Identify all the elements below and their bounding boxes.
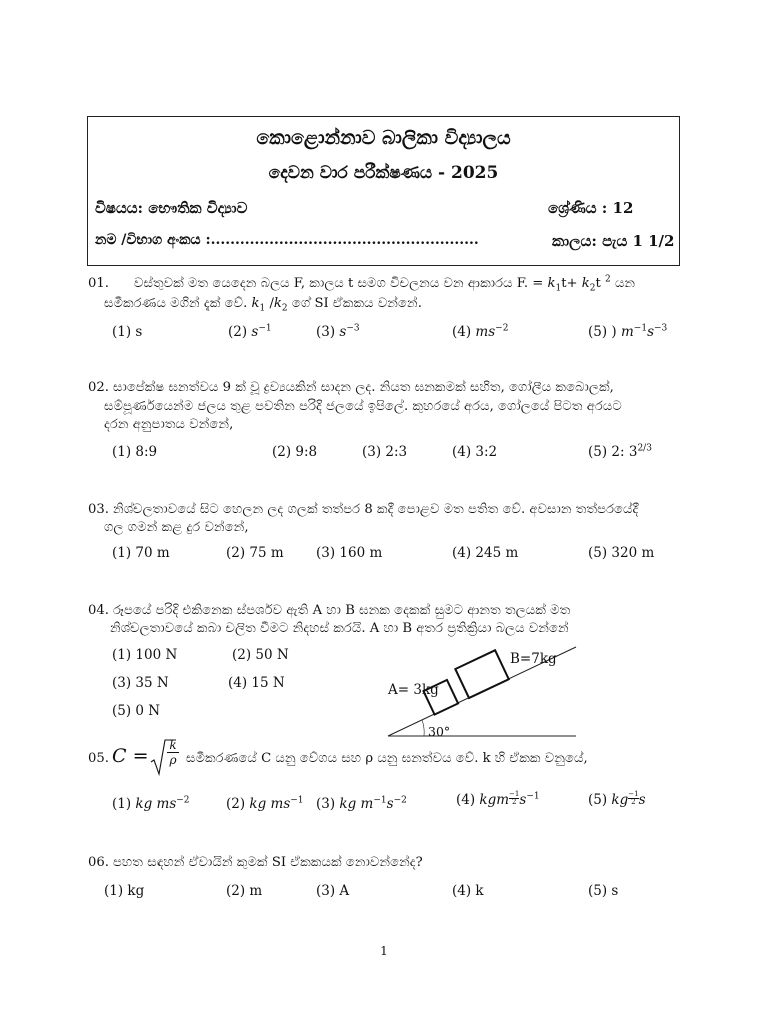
q5-option-4: (4) kgm $\frac{-1}{2}$ $s^{-1}$ (456, 790, 540, 808)
q4-line2: නිශ්චලතාවයේ කබා චලිත වීමට නිදහස් කරයි. A හා B අතර ප්‍රතික්‍රියා බලය වන්නේ (110, 621, 569, 636)
q1-line1: වස්තුවක් මත යෙදෙන බලය F, කාලය t සමග විචලනය වන ආකාරය F. = $k_1t+ k_2t$ $^2$ යන (134, 274, 636, 294)
q5-option-3: (3) kg $m^{-1}s^{-2}$ (316, 795, 407, 812)
q1-option-4: (4) $ms^{-2}$ (452, 323, 509, 340)
q5-equation: C = (112, 745, 149, 767)
school-name: කොළොන්නාව බාලිකා විද්‍යාලය (256, 127, 511, 149)
q3-option-3: (3) 160 m (316, 545, 383, 561)
q2-option-1: (1) 8:9 (112, 444, 158, 460)
q6-option-4: (4) k (452, 883, 484, 899)
label-block-a: A= 3kg (388, 682, 439, 698)
q4-option-2: (2) 50 N (232, 647, 289, 663)
label-angle: 30° (428, 724, 451, 739)
q4-line1: රූපයේ පරිදි එකිනෙක ස්පර්ශව ඇති A හා B ඝනක දෙකක් සුමට ආනත තලයක් මත (113, 603, 571, 618)
q2-option-3: (3) 2:3 (362, 444, 408, 460)
q1-line2: සමීකරණය මගින් දැක් වේ. $k_1$ $/k_2$ ගේ SI ඒකකය වන්නේ. (104, 296, 422, 314)
time-label: කාලය: පැය 1 1/2 (552, 232, 675, 250)
q6-option-2: (2) m (226, 883, 263, 899)
label-block-b: B=7kg (510, 651, 557, 667)
q4-option-5: (5) 0 N (112, 703, 161, 719)
block-b (455, 650, 508, 698)
subject-label: විෂයය: භෞතික විද්‍යාව (95, 199, 248, 217)
q3-option-1: (1) 70 m (112, 545, 170, 561)
exam-title: දෙවන වාර පරීක්ෂණය - 2025 (268, 163, 499, 183)
q2-number: 02. (88, 380, 109, 395)
q4-option-4: (4) 15 N (228, 675, 285, 691)
q1-option-2: (2) $s^{-1}$ (228, 323, 272, 340)
q2-line2: සම්පූර්ණයෙන්ම ජලය තුළ පවතින පරිදි ජලයේ ඉපිලේ. කුහරයේ අරය, ගෝලයේ පිටත අරයට (104, 399, 622, 414)
q6-text: පහත සඳහන් ඒවායින් කුමක් SI ඒකකයක් නොවන්නේද? (113, 855, 423, 870)
q2-line3: දරන අනුපාතය වන්නේ, (104, 417, 234, 432)
q3-option-2: (2) 75 m (226, 545, 284, 561)
q1-option-5: (5) ) $m^{-1}s^{-3}$ (588, 323, 668, 340)
grade-label: ශ්‍රේණිය : 12 (548, 199, 634, 217)
q5-text: සමීකරණයේ C යනු වේගය සහ ρ යනු ඝනත්වය වේ. k හි ඒකක වනුයේ, (186, 751, 588, 766)
q2-option-5: (5) 2: $3^{2/3}$ (588, 443, 652, 460)
q6-number: 06. (88, 855, 109, 870)
q6-option-5: (5) s (588, 883, 619, 899)
q5-option-5: (5) kg $\frac{-1}{2}$ s (588, 790, 646, 808)
q3-option-4: (4) 245 m (452, 545, 519, 561)
q5-number: 05. (88, 751, 109, 766)
q3-number: 03. (88, 502, 109, 517)
q1-option-1: (1) s (112, 324, 143, 340)
q4-option-3: (3) 35 N (112, 675, 169, 691)
q1-number: 01. (88, 276, 109, 291)
q4-option-1: (1) 100 N (112, 647, 178, 663)
q2-option-2: (2) 9:8 (272, 444, 318, 460)
q6-option-3: (3) A (316, 883, 350, 899)
q3-line1: නිශ්චලතාවයේ සිට හෙලන ලද ගලක් තත්පර 8 කදී පොළව මත පතිත වේ. අවසාන තත්පරයේදී (113, 502, 639, 517)
q3-option-5: (5) 320 m (588, 545, 655, 561)
q1-option-3: (3) $s^{-3}$ (316, 323, 360, 340)
q5-option-2: (2) kg $ms^{-1}$ (226, 795, 304, 812)
header-box (87, 116, 680, 266)
q4-number: 04. (88, 603, 109, 618)
q5-fraction: k ρ (167, 738, 179, 767)
q5-option-1: (1) kg $ms^{-2}$ (112, 795, 190, 812)
angle-arc (422, 720, 424, 736)
q2-line1: සාපේක්ෂ ඝනත්වය 9 ක් වූ ද්‍රව්‍යයකින් සාදන ලද. නියත ඝනකමක් සහිත, ගෝලීය කබොලක්, (113, 380, 614, 395)
q3-line2: ගල ගමන් කළ දුර වන්නේ, (104, 520, 249, 535)
q6-option-1: (1) kg (104, 883, 145, 899)
q2-option-4: (4) 3:2 (452, 444, 498, 460)
page-number: 1 (380, 944, 388, 958)
name-index-field: නම /විභාග අංකය :....................................................... (95, 232, 479, 248)
